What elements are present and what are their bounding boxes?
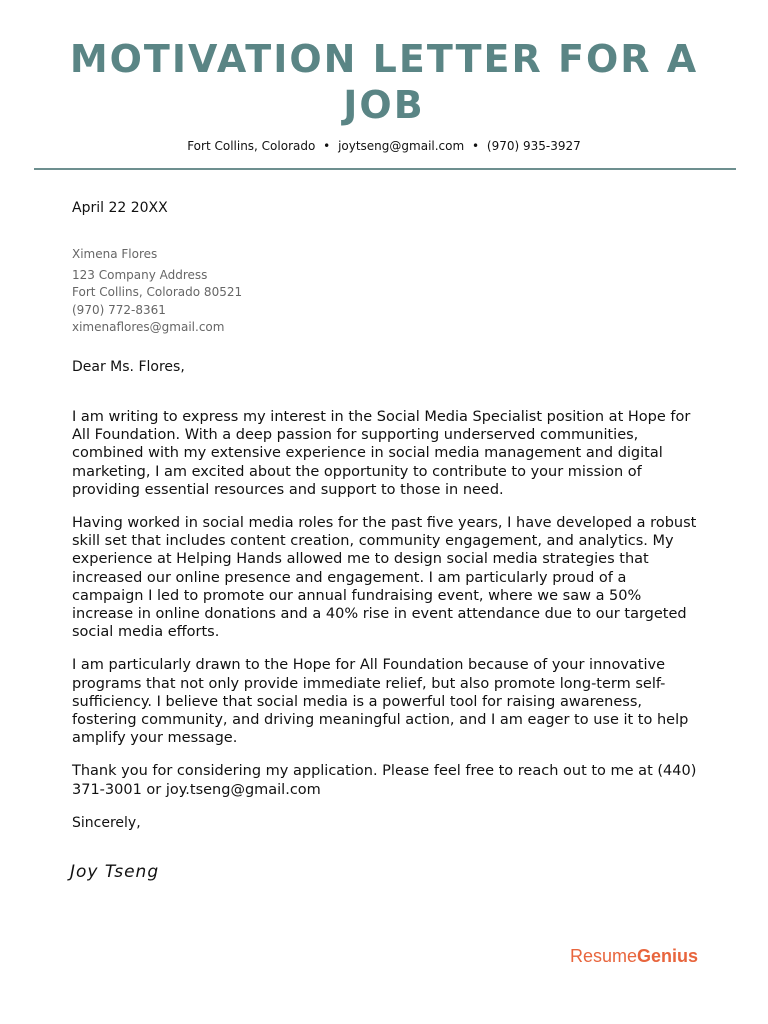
contact-separator: • <box>472 139 480 153</box>
closing: Sincerely, <box>72 815 141 831</box>
page-title: MOTIVATION LETTER FOR A JOB <box>69 37 699 127</box>
body-paragraph: I am writing to express my interest in the Social Media Specialist position at Hope for All Foundation. With a deep passion for supporting underserved communities, combined with my extensive experience in social media management and digital marketing, I am excited about the opportunity to contribute to your mission of providing essential resources and support to those in need. <box>72 409 691 498</box>
resume-genius-logo[interactable] <box>570 946 698 967</box>
header-divider <box>34 168 736 170</box>
signature: Joy Tseng <box>70 862 160 882</box>
contact-phone: (970) 935-3927 <box>486 139 581 153</box>
contact-email[interactable]: joytseng@gmail.com <box>338 139 465 153</box>
body-paragraph: I am particularly drawn to the Hope for All Foundation because of your innovative programs that not only provide immediate relief, but also promote long-term self-sufficiency. I believe that social media is a powerful tool for raising awareness, fostering community, and driving meaningful action, and I am eager to use it to help amplify your message. <box>72 657 689 747</box>
logo-text-genius: Genius <box>636 946 698 966</box>
logo-text-resume: Resume <box>569 946 637 966</box>
body-paragraph: Having worked in social media roles for the past five years, I have developed a robust skill set that includes content creation, community engagement, and analytics. My experience at Helping Hands allowed me to design social media strategies that increased our online presence and engagement. I am particularly proud of a campaign I led to promote our annual fundraising event, where we saw a 50% increase in online donations and a 40% rise in event attendance due to our targeted social media efforts. <box>72 515 697 641</box>
recipient-block <box>72 246 242 337</box>
recipient-city: Fort Collins, Colorado 80521 <box>72 285 243 299</box>
contact-line <box>0 139 768 153</box>
contact-location: Fort Collins, Colorado <box>187 139 316 153</box>
letter-date: April 22 20XX <box>72 200 168 216</box>
recipient-address: 123 Company Address <box>72 267 208 282</box>
recipient-phone: (970) 772-8361 <box>72 302 166 317</box>
body-paragraph: Thank you for considering my application. Please feel free to reach out to me at (440) 371-3001 or joy.tseng@gmail.com <box>72 763 697 798</box>
recipient-email[interactable]: ximenaflores@gmail.com <box>72 320 225 334</box>
letter-body <box>72 408 700 814</box>
recipient-name: Ximena Flores <box>72 247 158 261</box>
salutation: Dear Ms. Flores, <box>72 359 185 375</box>
contact-separator: • <box>323 139 331 153</box>
